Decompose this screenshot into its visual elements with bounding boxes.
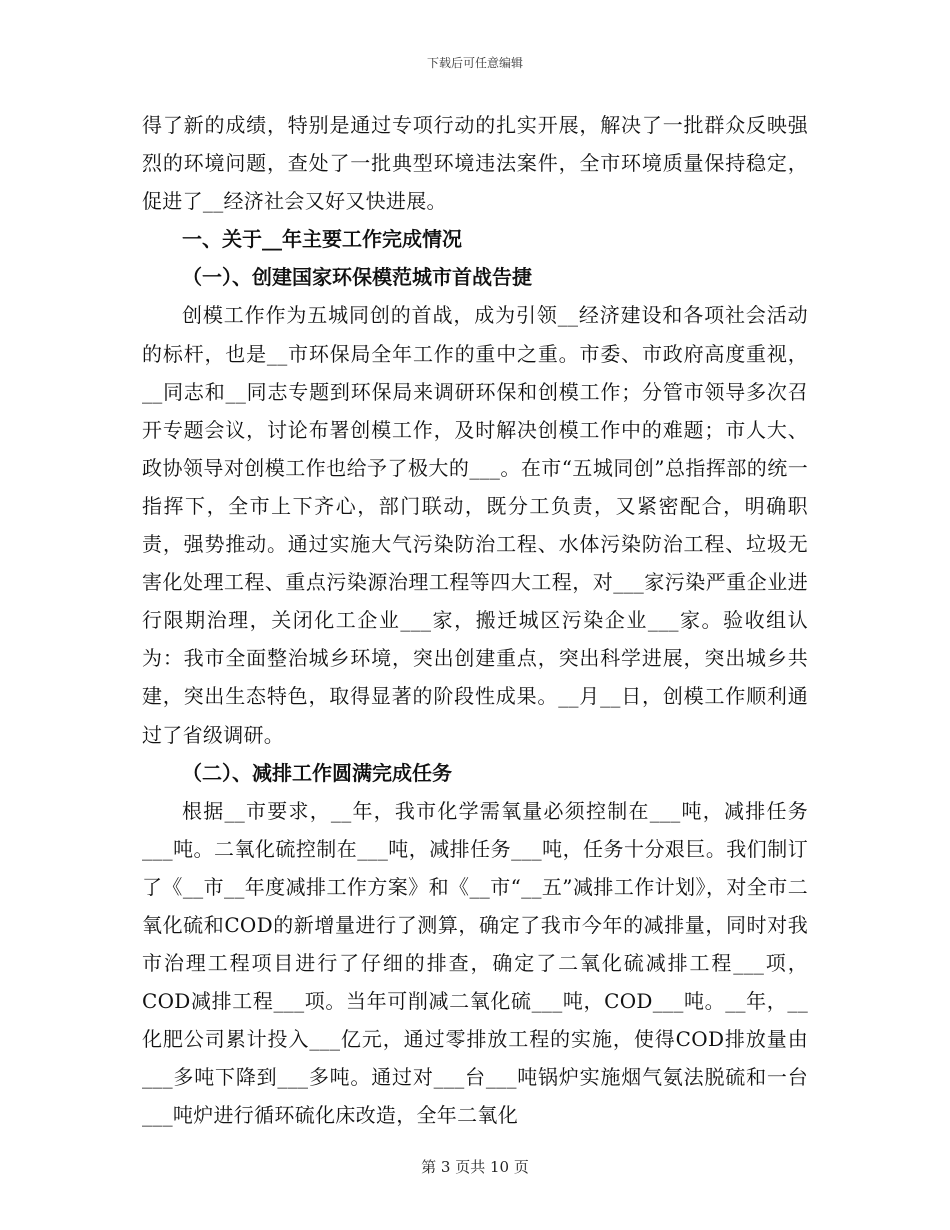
- section-heading: 一、关于__年主要工作完成情况: [182, 227, 462, 252]
- paragraph-2: 根据__市要求，__年，我市化学需氧量必须控制在___吨，减排任务___吨。二氧化硫控制在___吨，减排任务___吨，任务十分艰巨。我们制订了《__市__年度减排工作方案》和《__市“__五”减排工作计划》，对全市二氧化硫和COD的新增量进行了测算，确定了我市今年的减排量，同时对我市治理工程项目进行了仔细的排查，确定了二氧化硫减排工程___项，COD减排工程___项。当年可削减二氧化硫___吨，COD___吨。__年，__化肥公司累计投入___亿元，通过零排放工程的实施，使得COD排放量由___多吨下降到___多吨。通过对___台___吨锅炉实施烟气氨法脱硫和一台___吨炉进行循环硫化床改造，全年二氧化: [142, 798, 808, 1128]
- intro-paragraph: 得了新的成绩，特别是通过专项行动的扎实开展，解决了一批群众反映强烈的环境问题，查处了一批典型环境违法案件，全市环境质量保持稳定，促进了__经济社会又好又快进展。: [142, 113, 808, 214]
- sub-heading-2: （二）、减排工作圆满完成任务: [182, 760, 452, 785]
- sub-heading-1: （一）、创建国家环保模范城市首战告捷: [182, 265, 532, 290]
- page-header-note: 下载后可任意编辑: [426, 56, 523, 70]
- paragraph-1: 创模工作作为五城同创的首战，成为引领__经济建设和各项社会活动的标杆，也是__市环保局全年工作的重中之重。市委、市政府高度重视，__同志和__同志专题到环保局来调研环保和创模工作；分管市领导多次召开专题会议，讨论布署创模工作，及时解决创模工作中的难题；市人大、政协领导对创模工作也给予了极大的___。在市“五城同创”总指挥部的统一指挥下，全市上下齐心，部门联动，既分工负责，又紧密配合，明确职责，强势推动。通过实施大气污染防治工程、水体污染防治工程、垃圾无害化处理工程、重点污染源治理工程等四大工程，对___家污染严重企业进行限期治理，关闭化工企业___家，搬迁城区污染企业___家。验收组认为：我市全面整治城乡环境，突出创建重点，突出科学进展，突出城乡共建，突出生态特色，取得显著的阶段性成果。__月__日，创模工作顺利通过了省级调研。: [142, 303, 808, 747]
- page-footer-number: 第 3 页共 10 页: [421, 1158, 529, 1176]
- document-body: [142, 106, 808, 1135]
